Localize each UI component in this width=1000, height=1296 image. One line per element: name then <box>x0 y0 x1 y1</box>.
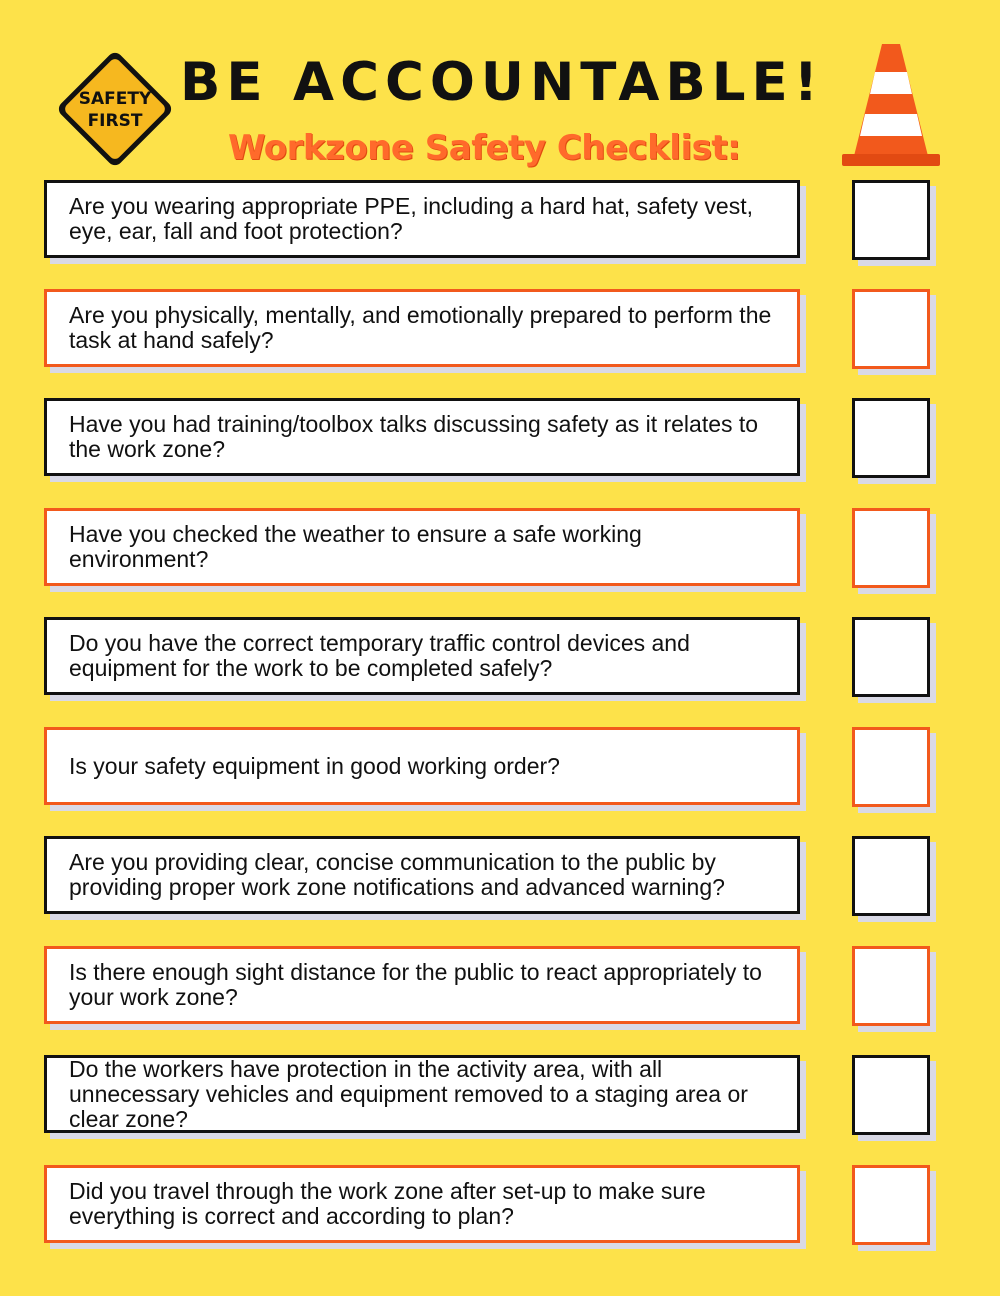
question-box <box>44 727 800 805</box>
checkbox[interactable] <box>852 1165 930 1245</box>
checkbox[interactable] <box>852 946 930 1026</box>
question-box <box>44 398 800 476</box>
question-text: Do you have the correct temporary traffic control devices and equipment for the work to be completed safely? <box>69 630 690 681</box>
checklist-row <box>0 946 1000 1030</box>
checklist-row <box>0 836 1000 920</box>
checklist-row <box>0 1055 1000 1139</box>
diamond-sign-icon <box>52 46 178 172</box>
question-box <box>44 508 800 586</box>
checkbox[interactable] <box>852 180 930 260</box>
page-subtitle: Workzone Safety Checklist: <box>228 128 741 168</box>
question-box <box>44 946 800 1024</box>
sign-line-2: FIRST <box>87 111 143 131</box>
checklist-row <box>0 1165 1000 1249</box>
checkbox[interactable] <box>852 289 930 369</box>
checkbox[interactable] <box>852 1055 930 1135</box>
checklist-row <box>0 617 1000 701</box>
checkbox[interactable] <box>852 508 930 588</box>
question-text: Are you wearing appropriate PPE, including a hard hat, safety vest, eye, ear, fall and foot protection? <box>69 193 754 244</box>
question-box <box>44 1165 800 1243</box>
checkbox[interactable] <box>852 836 930 916</box>
checklist-row <box>0 727 1000 811</box>
question-box <box>44 180 800 258</box>
safety-first-sign <box>52 46 178 172</box>
question-text: Did you travel through the work zone after set-up to make sure everything is correct and according to plan? <box>69 1178 706 1229</box>
question-text: Do the workers have protection in the activity area, with all unnecessary vehicles and equipment removed to a staging area or clear zone? <box>69 1055 748 1132</box>
question-text: Are you providing clear, concise communication to the public by providing proper work zone notifications and advanced warning? <box>69 849 725 900</box>
question-text: Is your safety equipment in good working order? <box>69 752 560 779</box>
checklist-row <box>0 508 1000 592</box>
question-text: Is there enough sight distance for the public to react appropriately to your work zone? <box>69 959 762 1010</box>
checklist-row <box>0 180 1000 264</box>
checkbox[interactable] <box>852 617 930 697</box>
checkbox[interactable] <box>852 727 930 807</box>
traffic-cone-icon <box>842 42 940 170</box>
question-text: Have you checked the weather to ensure a safe working environment? <box>69 521 642 572</box>
sign-line-1: SAFETY <box>78 89 152 109</box>
checkbox[interactable] <box>852 398 930 478</box>
checklist-row <box>0 398 1000 482</box>
question-box <box>44 1055 800 1133</box>
page-title: BE ACCOUNTABLE! <box>180 52 824 113</box>
checklist-row <box>0 289 1000 373</box>
question-text: Have you had training/toolbox talks discussing safety as it relates to the work zone? <box>69 411 759 462</box>
question-box <box>44 289 800 367</box>
question-box <box>44 836 800 914</box>
question-box <box>44 617 800 695</box>
question-text: Are you physically, mentally, and emotionally prepared to perform the task at hand safely? <box>69 302 772 353</box>
